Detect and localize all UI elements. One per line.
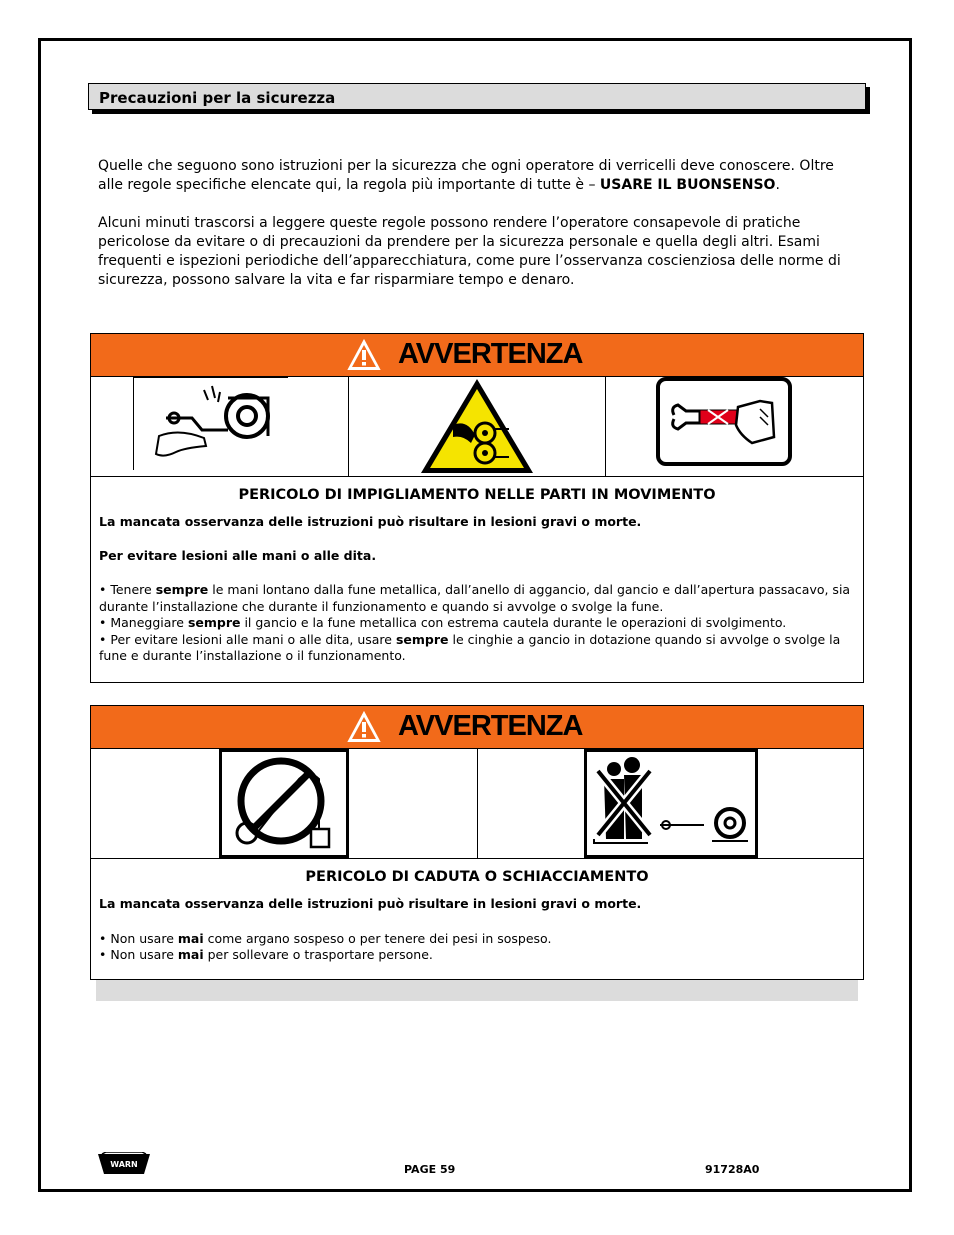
entanglement-hazard-icon — [419, 377, 535, 476]
bullet-item: • Tenere sempre le mani lontano dalla fune metallica, dall’anello di aggancio, dal gancio e dall’apertura passacavo, sia durante l’installazione che durante il funzionamento e quando si avvolge o svolge la fune. — [99, 582, 851, 614]
pictogram-row — [91, 749, 863, 859]
lead-text: Per evitare lesioni alle mani o alle dita. — [99, 547, 377, 563]
section-title: Precauzioni per la sicurezza — [99, 89, 336, 107]
bullet-item: • Maneggiare sempre il gancio e la fune metallica con estrema cautela durante le operazioni di svolgimento. — [99, 615, 787, 630]
warning-box-entanglement — [90, 333, 864, 683]
bullet-item: • Per evitare lesioni alle mani o alle dita, usare sempre le cinghie a gancio in dotazione quando si avvolge o svolge la fune e durante l’installazione o il funzionamento. — [99, 631, 841, 663]
warning-body — [91, 896, 863, 964]
warning-signal-word: AVVERTENZA — [398, 338, 583, 370]
section-header — [88, 83, 866, 110]
document-code: 91728A0 — [705, 1163, 760, 1176]
warning-triangle-icon — [344, 706, 384, 747]
intro-paragraph-2: Alcuni minuti trascorsi a leggere queste regole possono rendere l’operatore consapevole di pratiche pericolose da evitare o di precauzioni da prendere per la sicurezza personale e quella degli altri. Esami frequenti e ispezioni periodiche dell’apparecchiatura, come pure l’osservanza coscienziosa delle norme di sicurezza, possono salvare la vita e far risparmiare tempo e denaro. — [98, 215, 841, 288]
bullet-item: • Non usare mai come argano sospeso o per tenere dei pesi in sospeso. — [99, 930, 552, 946]
consequence-text: La mancata osservanza delle istruzioni può risultare in lesioni gravi o morte. — [99, 514, 642, 529]
logo-text: WARN — [110, 1160, 138, 1169]
hand-near-winch-icon — [133, 377, 288, 470]
consequence-text: La mancata osservanza delle istruzioni può risultare in lesioni gravi o morte. — [99, 896, 642, 911]
warning-label — [344, 334, 582, 375]
warning-band — [91, 334, 863, 377]
pictogram-cell — [91, 377, 349, 476]
pictogram-cell — [478, 749, 864, 858]
warning-triangle-icon — [344, 334, 384, 375]
pictogram-row — [91, 377, 863, 477]
warning-signal-word: AVVERTENZA — [398, 710, 583, 742]
hook-strap-icon — [656, 377, 792, 466]
warn-logo — [98, 1152, 150, 1180]
common-sense-emphasis: USARE IL BUONSENSO — [599, 177, 776, 193]
sticker-caption: ©1996 HCS, Inc. 800-748-0241 No. 1310D70-2 — [429, 468, 524, 473]
bullet-item: • Non usare mai per sollevare o trasportare persone. — [99, 947, 433, 962]
grey-separator-bar — [96, 980, 858, 1001]
no-lifting-load-icon — [219, 749, 349, 858]
pictogram-cell — [606, 377, 863, 476]
intro-paragraph-1: Quelle che seguono sono istruzioni per la sicurezza che ogni operatore di verricelli deve conoscere. Oltre alle regole specifiche elencate qui, la regola più importante di tutte è – USARE IL BUONSENSO. — [98, 158, 834, 193]
hazard-title-entanglement: PERICOLO DI IMPIGLIAMENTO NELLE PARTI IN MOVIMENTO — [238, 487, 716, 503]
warning-box-falling — [90, 705, 864, 980]
pictogram-cell — [349, 377, 607, 476]
page-number: PAGE 59 — [404, 1163, 456, 1176]
no-lifting-people-icon — [584, 749, 758, 858]
warning-body — [91, 514, 863, 665]
warning-label — [344, 706, 582, 747]
warning-band — [91, 706, 863, 749]
hazard-title-falling: PERICOLO DI CADUTA O SCHIACCIAMENTO — [305, 869, 649, 885]
pictogram-cell — [91, 749, 478, 858]
